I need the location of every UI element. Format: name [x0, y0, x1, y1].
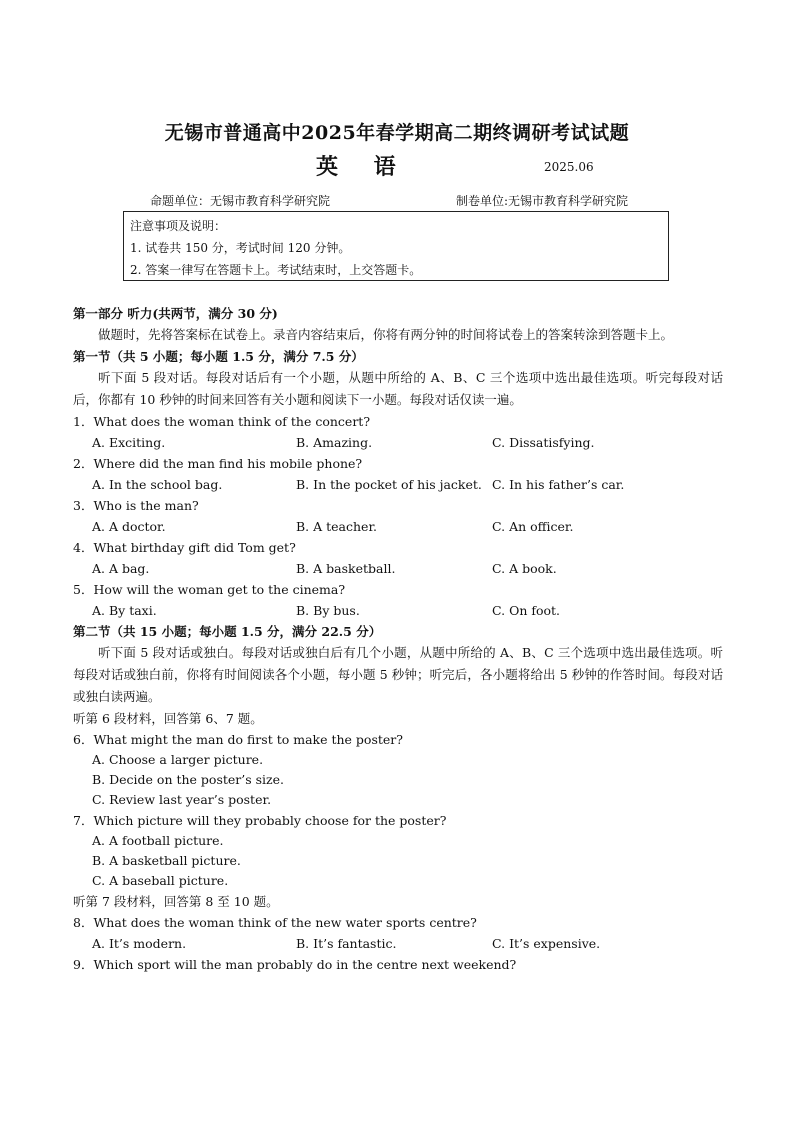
subject-title: 英 语	[316, 154, 410, 180]
option-b: B. Amazing.	[296, 435, 373, 450]
option-a: A. Exciting.	[92, 435, 166, 450]
question-stem: 9．Which sport will the man probably do in the centre next weekend?	[73, 957, 517, 972]
exam-date: 2025.06	[544, 160, 594, 174]
question-stem: 5．How will the woman get to the cinema?	[73, 582, 346, 597]
option-a: A. It’s modern.	[92, 936, 187, 951]
part-title: 第一部分 听力(共两节，满分 30 分)	[73, 306, 278, 321]
question-options	[73, 558, 723, 579]
option-b: B. Decide on the poster’s size.	[92, 772, 284, 787]
option-c: C. A baseball picture.	[92, 873, 229, 888]
option-a: A. In the school bag.	[92, 477, 223, 492]
question-options	[73, 600, 723, 621]
section-title: 第一节（共 5 小题；每小题 1.5 分，满分 7.5 分）	[73, 349, 364, 364]
option-c: C. In his father’s car.	[492, 477, 625, 492]
notice-box	[123, 211, 669, 281]
option-a: A. By taxi.	[92, 603, 157, 618]
question-options	[73, 432, 723, 453]
option-c: C. On foot.	[492, 603, 561, 618]
question-stem: 2．Where did the man find his mobile phone?	[73, 456, 363, 471]
section-title: 第二节（共 15 小题；每小题 1.5 分，满分 22.5 分）	[73, 624, 382, 639]
option-c: C. It’s expensive.	[492, 936, 601, 951]
option-b: B. A basketball picture.	[92, 853, 241, 868]
notice-item: 2. 答案一律写在答题卡上。考试结束时，上交答题卡。	[130, 263, 422, 277]
question-options	[73, 474, 723, 495]
option-a: A. Choose a larger picture.	[92, 752, 264, 767]
material-heading: 听第 7 段材料，回答第 8 至 10 题。	[73, 894, 279, 909]
question-stem: 4．What birthday gift did Tom get?	[73, 540, 296, 555]
question-options	[73, 933, 723, 954]
option-a: A. A doctor.	[92, 519, 166, 534]
section-instructions: 听下面 5 段对话或独白。每段对话或独白后有几个小题，从题中所给的 A、B、C 三个选项中选出最佳选项。听每段对话或独白前，你将有时间阅读各个小题，每小题 5 秒钟；听完后，各小题将给出 5 秒钟的作答时间。每段对话或独白读两遍。	[73, 645, 723, 704]
section-instructions: 听下面 5 段对话。每段对话后有一个小题，从题中所给的 A、B、C 三个选项中选出最佳选项。听完每段对话后，你都有 10 秒钟的时间来回答有关小题和阅读下一小题。每段对话仅读一遍。	[73, 370, 723, 407]
option-a: A. A bag.	[92, 561, 150, 576]
option-b: B. In the pocket of his jacket.	[296, 477, 482, 492]
option-c: C. A book.	[492, 561, 557, 576]
printer-unit: 制卷单位:无锡市教育科学研究院	[456, 194, 629, 208]
option-c: C. An officer.	[492, 519, 574, 534]
question-stem: 1．What does the woman think of the concert?	[73, 414, 371, 429]
notice-heading: 注意事项及说明：	[130, 219, 227, 233]
question-stem: 8．What does the woman think of the new water sports centre?	[73, 915, 477, 930]
option-b: B. It’s fantastic.	[296, 936, 397, 951]
question-options	[73, 516, 723, 537]
question-stem: 6．What might the man do first to make the poster?	[73, 732, 403, 747]
exam-content	[73, 303, 723, 975]
option-a: A. A football picture.	[92, 833, 224, 848]
option-b: B. A teacher.	[296, 519, 378, 534]
notice-item: 1. 试卷共 150 分，考试时间 120 分钟。	[130, 241, 351, 255]
question-stem: 3．Who is the man?	[73, 498, 199, 513]
option-b: B. By bus.	[296, 603, 360, 618]
author-unit: 命题单位：无锡市教育科学研究院	[150, 194, 331, 208]
exam-title: 无锡市普通高中2025年春学期高二期终调研考试试题	[164, 122, 630, 144]
option-c: C. Review last year’s poster.	[92, 792, 272, 807]
option-b: B. A basketball.	[296, 561, 396, 576]
option-c: C. Dissatisfying.	[492, 435, 595, 450]
question-stem: 7．Which picture will they probably choose for the poster?	[73, 813, 447, 828]
part-instructions: 做题时，先将答案标在试卷上。录音内容结束后，你将有两分钟的时间将试卷上的答案转涂到答题卡上。	[98, 327, 674, 342]
material-heading: 听第 6 段材料，回答第 6、7 题。	[73, 711, 263, 726]
